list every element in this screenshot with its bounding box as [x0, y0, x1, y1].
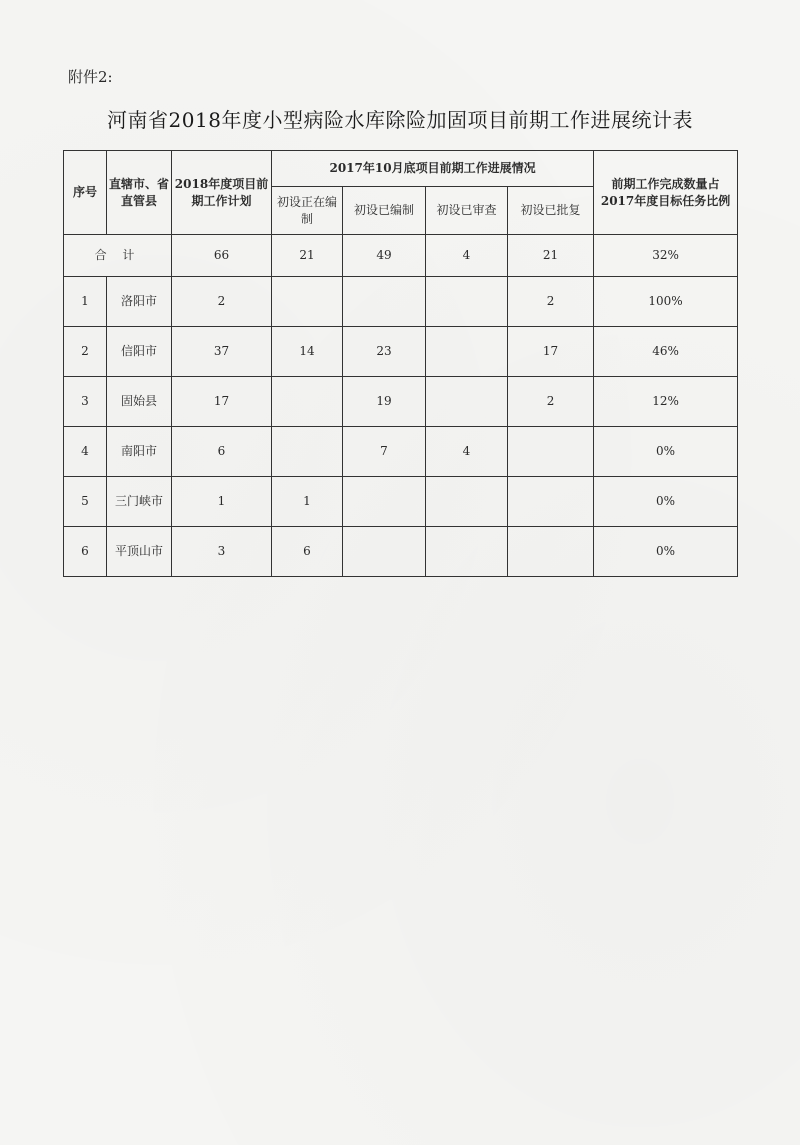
- row-reviewed: [426, 477, 508, 527]
- row-compiled: [343, 277, 426, 327]
- table-row: [64, 377, 738, 427]
- row-region: 信阳市: [107, 327, 172, 377]
- row-reviewed: [426, 327, 508, 377]
- row-ratio: 0%: [594, 527, 738, 577]
- row-region: 固始县: [107, 377, 172, 427]
- row-region: 洛阳市: [107, 277, 172, 327]
- row-seq: 3: [64, 377, 107, 427]
- row-compiled: 19: [343, 377, 426, 427]
- header-region: 直辖市、省直管县: [107, 151, 172, 235]
- row-ratio: 0%: [594, 427, 738, 477]
- total-label: 合 计: [64, 235, 172, 277]
- row-seq: 4: [64, 427, 107, 477]
- document-title: 河南省2018年度小型病险水库除险加固项目前期工作进展统计表: [107, 108, 693, 132]
- row-reviewed: [426, 277, 508, 327]
- row-plan: 17: [172, 377, 272, 427]
- total-ratio: 32%: [594, 235, 738, 277]
- row-plan: 6: [172, 427, 272, 477]
- header-in-progress: 初设正在编制: [272, 187, 343, 235]
- row-seq: 2: [64, 327, 107, 377]
- row-approved: [508, 477, 594, 527]
- row-approved: 2: [508, 277, 594, 327]
- row-in-progress: 1: [272, 477, 343, 527]
- header-seq: 序号: [64, 151, 107, 235]
- table-row: [64, 477, 738, 527]
- row-compiled: [343, 527, 426, 577]
- header-progress-group: 2017年10月底项目前期工作进展情况: [272, 151, 594, 187]
- row-in-progress: [272, 427, 343, 477]
- row-approved: [508, 427, 594, 477]
- header-ratio: 前期工作完成数量占2017年度目标任务比例: [594, 151, 738, 235]
- row-seq: 1: [64, 277, 107, 327]
- row-compiled: [343, 477, 426, 527]
- row-plan: 2: [172, 277, 272, 327]
- row-in-progress: [272, 377, 343, 427]
- attachment-label: 附件2:: [68, 68, 113, 86]
- header-approved: 初设已批复: [508, 187, 594, 235]
- row-in-progress: 14: [272, 327, 343, 377]
- row-plan: 1: [172, 477, 272, 527]
- header-plan: 2018年度项目前期工作计划: [172, 151, 272, 235]
- row-reviewed: [426, 527, 508, 577]
- row-ratio: 0%: [594, 477, 738, 527]
- table-row: [64, 327, 738, 377]
- header-reviewed: 初设已审查: [426, 187, 508, 235]
- row-seq: 5: [64, 477, 107, 527]
- total-compiled: 49: [343, 235, 426, 277]
- row-approved: [508, 527, 594, 577]
- total-row: [64, 235, 738, 277]
- progress-statistics-table: [63, 150, 738, 577]
- row-region: 平顶山市: [107, 527, 172, 577]
- table-row: [64, 277, 738, 327]
- row-approved: 2: [508, 377, 594, 427]
- row-in-progress: [272, 277, 343, 327]
- row-compiled: 23: [343, 327, 426, 377]
- total-approved: 21: [508, 235, 594, 277]
- total-plan: 66: [172, 235, 272, 277]
- table-row: [64, 427, 738, 477]
- row-ratio: 12%: [594, 377, 738, 427]
- row-plan: 37: [172, 327, 272, 377]
- row-seq: 6: [64, 527, 107, 577]
- row-approved: 17: [508, 327, 594, 377]
- total-in-progress: 21: [272, 235, 343, 277]
- header-compiled: 初设已编制: [343, 187, 426, 235]
- total-reviewed: 4: [426, 235, 508, 277]
- row-region: 南阳市: [107, 427, 172, 477]
- row-plan: 3: [172, 527, 272, 577]
- row-region: 三门峡市: [107, 477, 172, 527]
- row-ratio: 100%: [594, 277, 738, 327]
- row-ratio: 46%: [594, 327, 738, 377]
- row-compiled: 7: [343, 427, 426, 477]
- row-in-progress: 6: [272, 527, 343, 577]
- table-row: [64, 527, 738, 577]
- row-reviewed: [426, 377, 508, 427]
- row-reviewed: 4: [426, 427, 508, 477]
